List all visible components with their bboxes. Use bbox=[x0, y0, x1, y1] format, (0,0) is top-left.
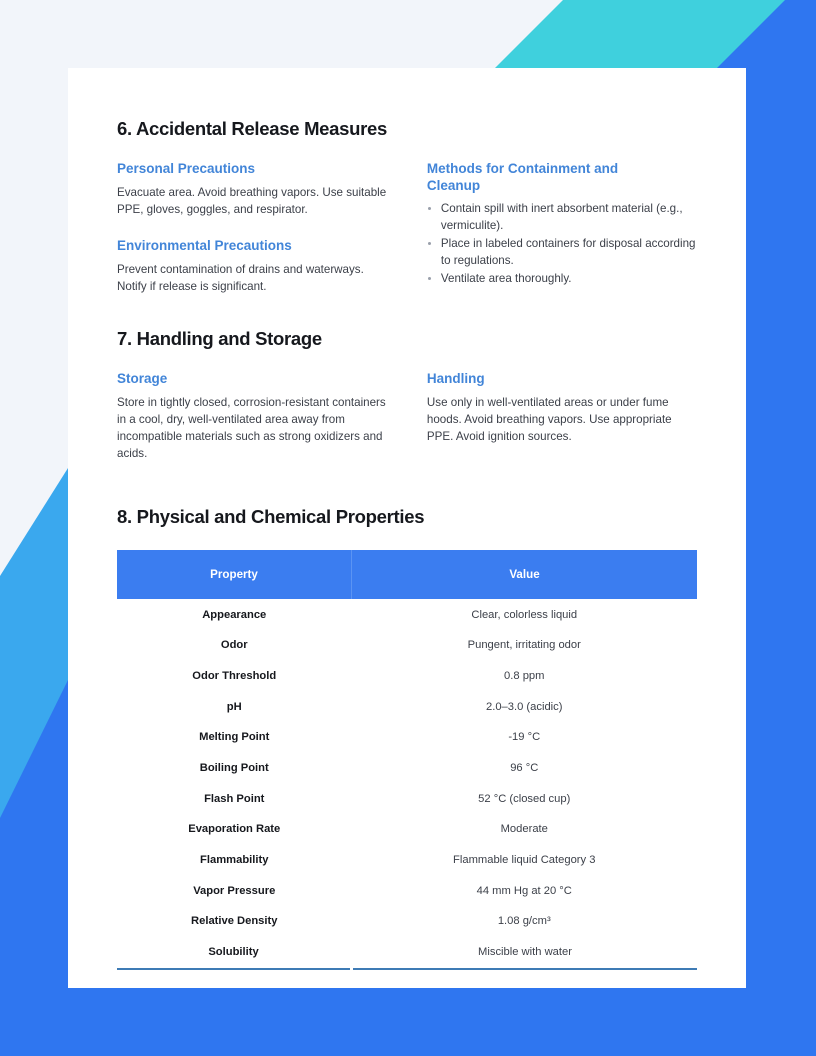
cell-property: Vapor Pressure bbox=[193, 884, 276, 897]
table-row bbox=[117, 630, 697, 661]
cell-property: Odor bbox=[220, 639, 248, 652]
personal-precautions-text: Evacuate area. Avoid breathing vapors. Use suitable PPE, gloves, goggles, and respirator. bbox=[117, 186, 387, 217]
list-item bbox=[427, 201, 697, 235]
cell-property: Evaporation Rate bbox=[188, 823, 281, 836]
list-item-label: Place in labeled containers for disposal according to regulations. bbox=[440, 236, 696, 267]
handling-columns bbox=[117, 370, 697, 463]
cell-value: 0.8 ppm bbox=[504, 669, 545, 682]
table-row bbox=[117, 937, 697, 969]
environmental-precautions-block bbox=[117, 237, 394, 295]
cell-property: Solubility bbox=[117, 937, 352, 969]
bullet-dot bbox=[428, 207, 431, 210]
cell-property: Boiling Point bbox=[199, 762, 269, 775]
table-row bbox=[117, 661, 697, 692]
table-head bbox=[117, 550, 697, 599]
table-row bbox=[117, 753, 697, 784]
cell-property: Flammability bbox=[200, 854, 269, 867]
environmental-precautions-text: Prevent contamination of drains and waterways. Notify if release is significant. bbox=[117, 263, 364, 294]
cell-value: 96 °C bbox=[510, 762, 539, 775]
list-item bbox=[427, 236, 697, 270]
bullet-dot bbox=[428, 242, 431, 245]
section-title-properties: 8. Physical and Chemical Properties bbox=[117, 506, 425, 528]
table-body bbox=[117, 599, 697, 968]
handling-heading: Handling bbox=[426, 370, 485, 386]
table-row bbox=[117, 875, 697, 906]
cell-value: Miscible with water bbox=[352, 937, 698, 969]
handling-block bbox=[427, 370, 697, 463]
cell-property: Relative Density bbox=[191, 915, 278, 928]
table-row bbox=[117, 722, 697, 753]
list-item bbox=[427, 271, 697, 288]
containment-bullet-list bbox=[427, 201, 697, 288]
cell-value: 52 °C (closed cup) bbox=[478, 792, 571, 805]
release-right-column bbox=[427, 160, 697, 296]
bullet-dot bbox=[428, 277, 431, 280]
table-row bbox=[117, 814, 697, 845]
cell-property: Appearance bbox=[202, 608, 267, 621]
personal-precautions-block bbox=[117, 160, 394, 218]
table-row bbox=[117, 599, 697, 630]
list-item-label: Ventilate area thoroughly. bbox=[440, 271, 572, 285]
cell-property: Flash Point bbox=[204, 792, 265, 805]
list-item-label: Contain spill with inert absorbent material (e.g., vermiculite). bbox=[440, 202, 683, 232]
environmental-precautions-heading: Environmental Precautions bbox=[117, 238, 292, 254]
containment-block bbox=[427, 160, 697, 288]
table-row bbox=[117, 691, 697, 722]
table-row bbox=[117, 845, 697, 876]
section-title-handling: 7. Handling and Storage bbox=[117, 327, 322, 349]
personal-precautions-heading: Personal Precautions bbox=[117, 161, 256, 176]
release-columns bbox=[117, 160, 697, 296]
right-blue-band bbox=[746, 0, 816, 1056]
cell-property: pH bbox=[226, 700, 242, 713]
table-row bbox=[117, 783, 697, 814]
section-title-release: 6. Accidental Release Measures bbox=[117, 118, 388, 139]
cell-value: 1.08 g/cm³ bbox=[497, 915, 551, 928]
cell-value: Flammable liquid Category 3 bbox=[453, 854, 596, 867]
storage-block bbox=[117, 370, 394, 463]
cell-value: 2.0–3.0 (acidic) bbox=[486, 700, 563, 713]
storage-text: Store in tightly closed, corrosion-resistant containers in a cool, dry, well-ventilated area away from incompatible materials such as strong oxidizers and acids. bbox=[117, 395, 386, 461]
cell-value: Moderate bbox=[500, 823, 548, 836]
bottom-blue-band bbox=[0, 988, 816, 1056]
column-header-value: Value bbox=[352, 550, 698, 599]
handling-text: Use only in well-ventilated areas or under fume hoods. Avoid breathing vapors. Use appropriate PPE. Avoid ignition sources. bbox=[426, 395, 672, 443]
page-card bbox=[68, 68, 746, 988]
properties-table bbox=[117, 550, 697, 969]
cell-value: Pungent, irritating odor bbox=[467, 639, 581, 652]
cell-value: 44 mm Hg at 20 °C bbox=[476, 884, 572, 897]
table-header-row bbox=[117, 550, 697, 599]
containment-heading: Methods for Containment and Cleanup bbox=[426, 161, 619, 193]
bottom-left-blue-column bbox=[0, 818, 68, 1056]
cell-property: Odor Threshold bbox=[192, 669, 277, 682]
cell-value: -19 °C bbox=[508, 731, 541, 744]
release-left-column bbox=[117, 160, 394, 296]
column-header-property: Property bbox=[117, 550, 352, 599]
cell-property: Melting Point bbox=[199, 731, 270, 744]
table-row bbox=[117, 906, 697, 937]
cell-value: Clear, colorless liquid bbox=[471, 608, 578, 621]
storage-heading: Storage bbox=[117, 370, 168, 386]
